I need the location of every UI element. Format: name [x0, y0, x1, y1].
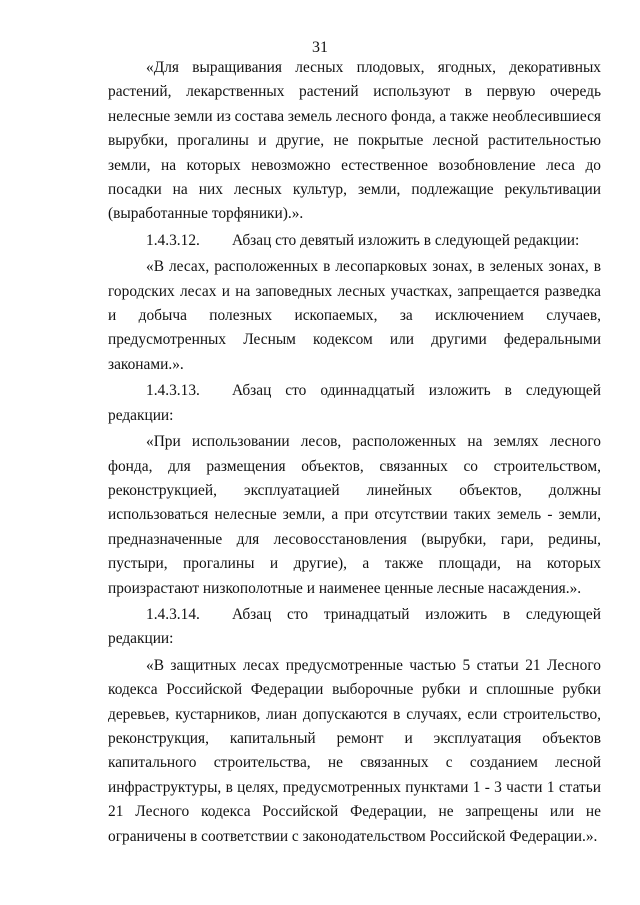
item-number: 1.4.3.14.: [146, 605, 200, 623]
quoted-paragraph-4: «В защитных лесах предусмотренные частью 5 статьи 21 Лесного кодекса Российской Федерации выборочные рубки и сплошные рубки деревьев, кустарников, лиан допускаются в случаях, если строительство, реконструкция, капитальный ремонт и эксплуатация объектов капитального строительства, не связанных с созданием лесной инфраструктуры, в целях, предусмотренных пунктами 1 - 3 части 1 статьи 21 Лесного кодекса Российской Федерации, не запрещены или не ограничены в соответствии с законодательством Российской Федерации.».: [108, 656, 601, 845]
item-text: Абзац сто девятый изложить в следующей редакции:: [232, 231, 580, 249]
quoted-paragraph-2: «В лесах, расположенных в лесопарковых зонах, в зеленых зонах, в городских лесах и на заповедных лесных участках, запрещается разведка и добыча полезных ископаемых, за исключением случаев, предусмотренных Лесным кодексом или другими федеральными законами.».: [108, 258, 601, 373]
amendment-item-1-4-3-12: [108, 229, 601, 253]
document-body: [108, 56, 601, 849]
amendment-item-1-4-3-14: [108, 603, 601, 652]
item-number: 1.4.3.13.: [146, 382, 200, 400]
item-text: Абзац сто одиннадцатый изложить в следующей редакции:: [108, 382, 601, 424]
page-number: 31: [312, 39, 328, 56]
amendment-item-1-4-3-13: [108, 379, 601, 428]
quoted-paragraph-1: «Для выращивания лесных плодовых, ягодных, декоративных растений, лекарственных растений используют в первую очередь нелесные земли из состава земель лесного фонда, а также необлесившиеся вырубки, прогалины и другие, не покрытые лесной растительностью земли, на которых невозможно естественное возобновление леса до посадки на них лесных культур, земли, подлежащие рекультивации (выработанные торфяники).».: [108, 59, 601, 223]
item-text: Абзац сто тринадцатый изложить в следующей редакции:: [108, 605, 601, 648]
item-number: 1.4.3.12.: [146, 231, 200, 249]
quoted-paragraph-3: «При использовании лесов, расположенных на землях лесного фонда, для размещения объектов, связанных со строительством, реконструкцией, эксплуатацией линейных объектов, должны использоваться нелесные земли, а при отсутствии таких земель - земли, предназначенные для лесовосстановления (вырубки, гари, редины, пустыри, прогалины и другие), а также площади, на которых произрастают низкополотные и наименее ценные лесные насаждения.».: [108, 433, 601, 597]
